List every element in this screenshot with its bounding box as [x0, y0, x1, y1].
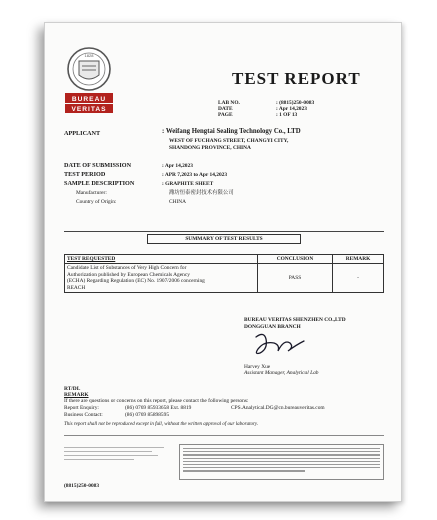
results-header-row: [65, 255, 384, 264]
date-value: : Apr 14,2023: [276, 106, 307, 112]
origin-label: Country of Origin:: [76, 199, 117, 205]
table-row: [65, 264, 384, 293]
submission-label: DATE OF SUBMISSION: [64, 162, 132, 169]
handwritten-signature: [250, 329, 310, 359]
signatory-role: Assistant Manager, Analytical Lab: [244, 370, 319, 376]
enquiry-label: Report Enquiry:: [64, 405, 99, 411]
footer-divider: [64, 435, 384, 436]
fine-print-line: [64, 451, 152, 452]
reproduction-note: This report shall not be reproduced except in full, without the written approval of our laboratory.: [64, 422, 259, 427]
logo-year: 1828: [84, 53, 94, 58]
summary-title: SUMMARY OF TEST RESULTS: [147, 234, 301, 244]
contact-label: Business Contact:: [64, 412, 103, 418]
remark-code: RT/DL: [64, 386, 81, 392]
origin-value: CHINA: [169, 199, 187, 205]
sample-label: SAMPLE DESCRIPTION: [64, 180, 135, 187]
lab-no-value: : (8815)250-0083: [276, 100, 315, 106]
page-value: : 1 OF 13: [276, 112, 298, 118]
page-label: PAGE: [218, 112, 233, 118]
period-value: : APR 7,2023 to Apr 14,2023: [162, 172, 228, 178]
summary-divider: [64, 231, 384, 232]
test-requested-cell: [65, 264, 258, 293]
signatory-branch: DONGGUAN BRANCH: [244, 324, 301, 330]
footer-report-no: (8815)250-0083: [64, 483, 100, 489]
report-title: TEST REPORT: [232, 69, 361, 88]
header-remark: REMARK: [333, 255, 384, 264]
header-conclusion: CONCLUSION: [258, 255, 333, 264]
test-line-4: REACH: [67, 284, 86, 291]
test-line-3: (ECHA) Regarding Regulation (EC) No. 1907/2006 concerning: [67, 278, 205, 285]
signatory-company: BUREAU VERITAS SHENZHEN CO.,LTD: [244, 317, 346, 323]
svg-text:BUREAU: BUREAU: [71, 96, 107, 103]
remark-label: REMARK: [64, 392, 89, 398]
date-label: DATE: [218, 106, 233, 112]
applicant-name: : Weifang Hengtai Sealing Technology Co., LTD: [162, 128, 301, 135]
bureau-veritas-logo: [65, 45, 113, 125]
remark-intro: If there are questions or concerns on this report, please contact the following persons:: [64, 398, 249, 404]
header-test-requested: TEST REQUESTED: [65, 255, 258, 264]
manufacturer-value: 潍坊恒泰密封技术有限公司: [169, 190, 234, 196]
report-sheet: [44, 22, 402, 502]
contact-phone: (86) 0769 85898595: [125, 412, 170, 418]
sample-value: : GRAPHITE SHEET: [162, 181, 214, 187]
period-label: TEST PERIOD: [64, 171, 106, 178]
remark-cell: -: [333, 264, 384, 293]
conclusion-cell: PASS: [258, 264, 333, 293]
enquiry-email: CPS.Analytical.DG@cn.bureauveritas.com: [231, 405, 325, 411]
applicant-address-1: WEST OF FUCHANG STREET, CHANGYI CITY,: [169, 138, 289, 144]
applicant-address-2: SHANDONG PROVINCE, CHINA: [169, 145, 251, 151]
submission-value: : Apr 14,2023: [162, 163, 193, 169]
lab-no-label: LAB NO.: [218, 100, 240, 106]
terms-box: [179, 444, 384, 480]
fine-print-line: [64, 447, 164, 448]
signatory-name: Harvey Xue: [244, 364, 271, 370]
enquiry-phone: (86) 0769 85933658 Ext. 8819: [125, 405, 192, 411]
manufacturer-label: Manufacturer:: [76, 190, 107, 196]
results-table: [64, 254, 384, 293]
svg-text:VERITAS: VERITAS: [71, 106, 107, 113]
test-line-1: Candidate List of Substances of Very High Concern for: [67, 265, 187, 272]
fine-print-line: [64, 455, 158, 456]
fine-print-line: [64, 459, 134, 460]
applicant-label: APPLICANT: [64, 130, 101, 137]
test-line-2: Authorization published by European Chemicals Agency: [67, 271, 190, 278]
